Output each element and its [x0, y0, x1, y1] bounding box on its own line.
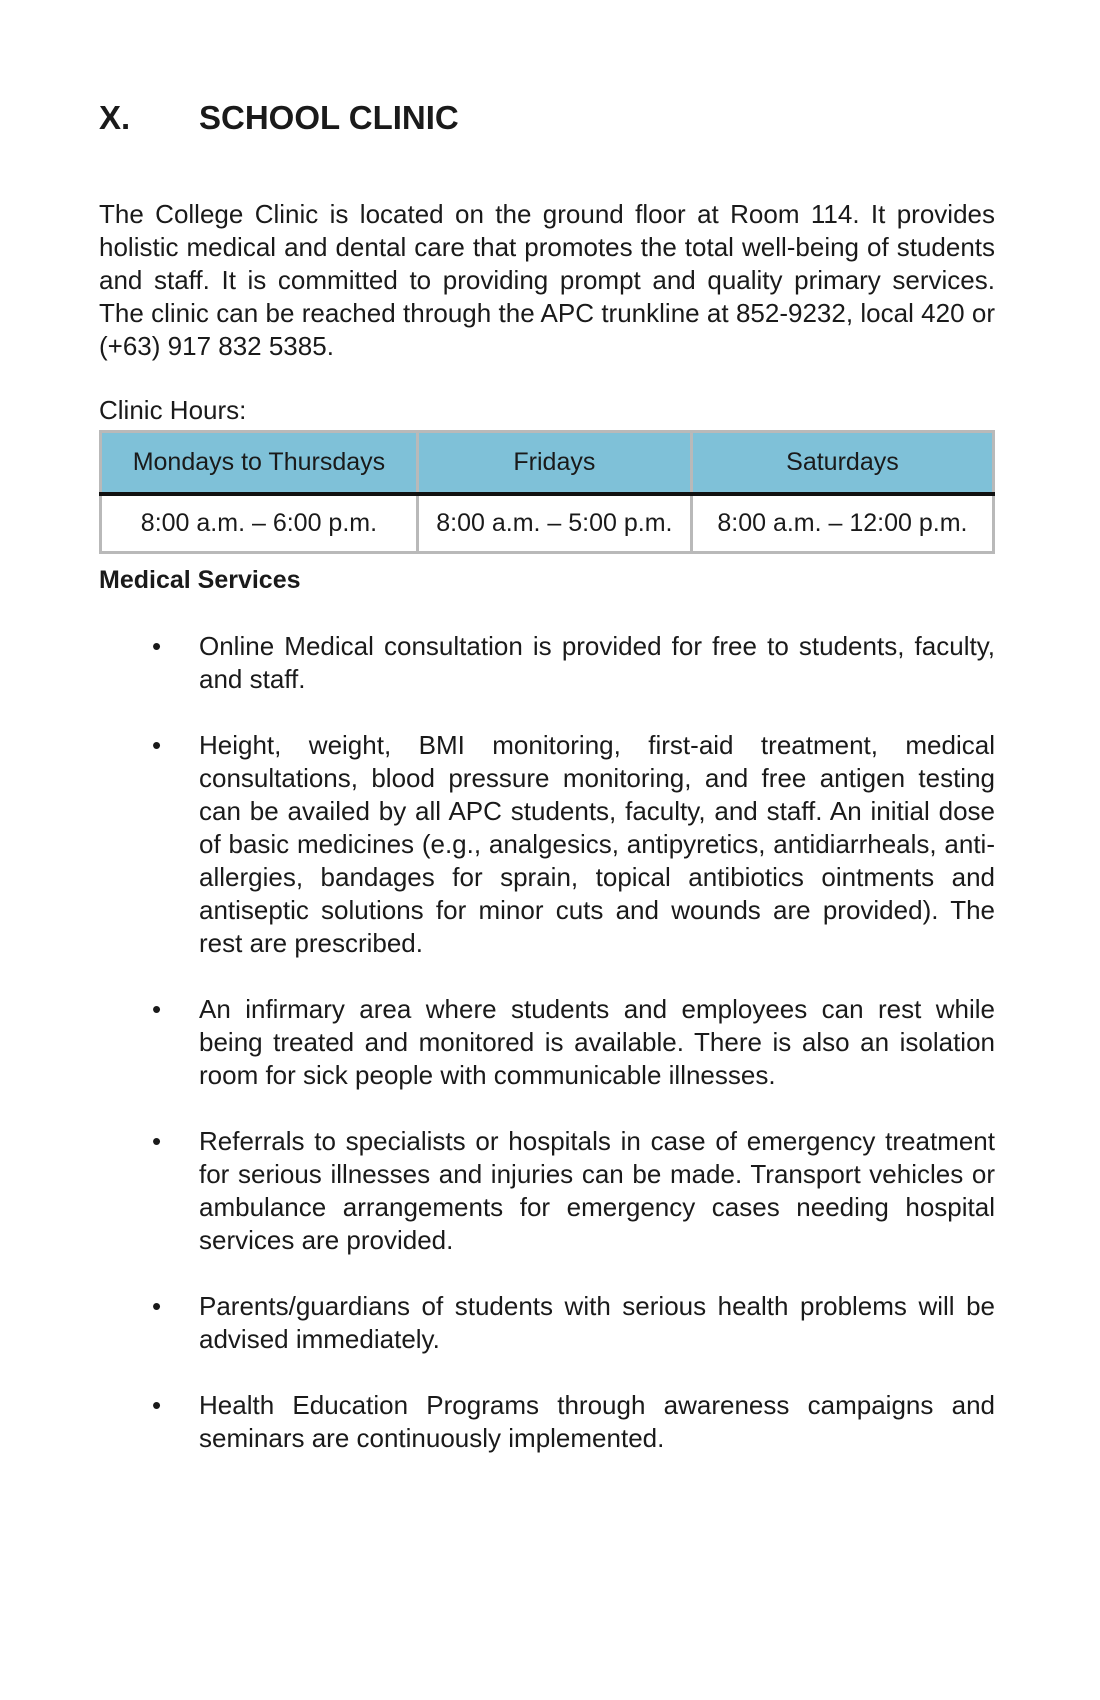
clinic-hours-value-row: [101, 494, 994, 553]
bullet-icon: •: [152, 631, 162, 661]
medical-services-heading: Medical Services: [99, 566, 301, 594]
section-number: X.: [99, 99, 131, 136]
document-page: [99, 96, 995, 1488]
list-item-text: Referrals to specialists or hospitals in case of emergency treatment for serious illnesses and injuries can be made. Transport vehicles or ambulance arrangements for emergency cases needing hospital services are provided.: [199, 1126, 995, 1255]
bullet-icon: •: [152, 1390, 162, 1420]
hours-fridays: 8:00 a.m. – 5:00 p.m.: [417, 494, 691, 553]
list-item: [99, 1389, 995, 1455]
hours-saturdays: 8:00 a.m. – 12:00 p.m.: [691, 494, 993, 553]
list-item-text: Health Education Programs through awareness campaigns and seminars are continuously implemented.: [199, 1390, 995, 1453]
bullet-icon: •: [152, 1126, 162, 1156]
clinic-hours-label: Clinic Hours:: [99, 395, 247, 425]
header-saturdays: Saturdays: [691, 432, 993, 495]
bullet-icon: •: [152, 994, 162, 1024]
list-item-text: An infirmary area where students and employees can rest while being treated and monitored is available. There is also an isolation room for sick people with communicable illnesses.: [199, 994, 995, 1090]
list-item: [99, 1125, 995, 1257]
bullet-icon: •: [152, 730, 162, 760]
intro-paragraph: The College Clinic is located on the ground floor at Room 114. It provides holistic medical and dental care that promotes the total well-being of students and staff. It is committed to providing prompt and quality primary services. The clinic can be reached through the APC trunkline at 852-9232, local 420 or (+63) 917 832 5385.: [99, 199, 995, 361]
header-mondays-to-thursdays: Mondays to Thursdays: [101, 432, 418, 495]
clinic-hours-header-row: [101, 432, 994, 495]
hours-mondays-to-thursdays: 8:00 a.m. – 6:00 p.m.: [101, 494, 418, 553]
section-title: SCHOOL CLINIC: [199, 99, 459, 136]
clinic-hours-table: [99, 430, 995, 554]
header-fridays: Fridays: [417, 432, 691, 495]
list-item-text: Parents/guardians of students with serious health problems will be advised immediately.: [199, 1291, 995, 1354]
section-heading: [99, 96, 995, 140]
list-item: [99, 1290, 995, 1356]
list-item: [99, 630, 995, 696]
list-item: [99, 729, 995, 960]
list-item-text: Height, weight, BMI monitoring, first-aid treatment, medical consultations, blood pressure monitoring, and free antigen testing can be availed by all APC students, faculty, and staff. An initial dose of basic medicines (e.g., analgesics, antipyretics, antidiarrheals, anti-allergies, bandages for sprain, topical antibiotics ointments and antiseptic solutions for minor cuts and wounds are provided). The rest are prescribed.: [199, 730, 995, 958]
list-item: [99, 993, 995, 1092]
medical-services-list: [99, 630, 995, 1455]
bullet-icon: •: [152, 1291, 162, 1321]
list-item-text: Online Medical consultation is provided for free to students, faculty, and staff.: [199, 631, 995, 694]
